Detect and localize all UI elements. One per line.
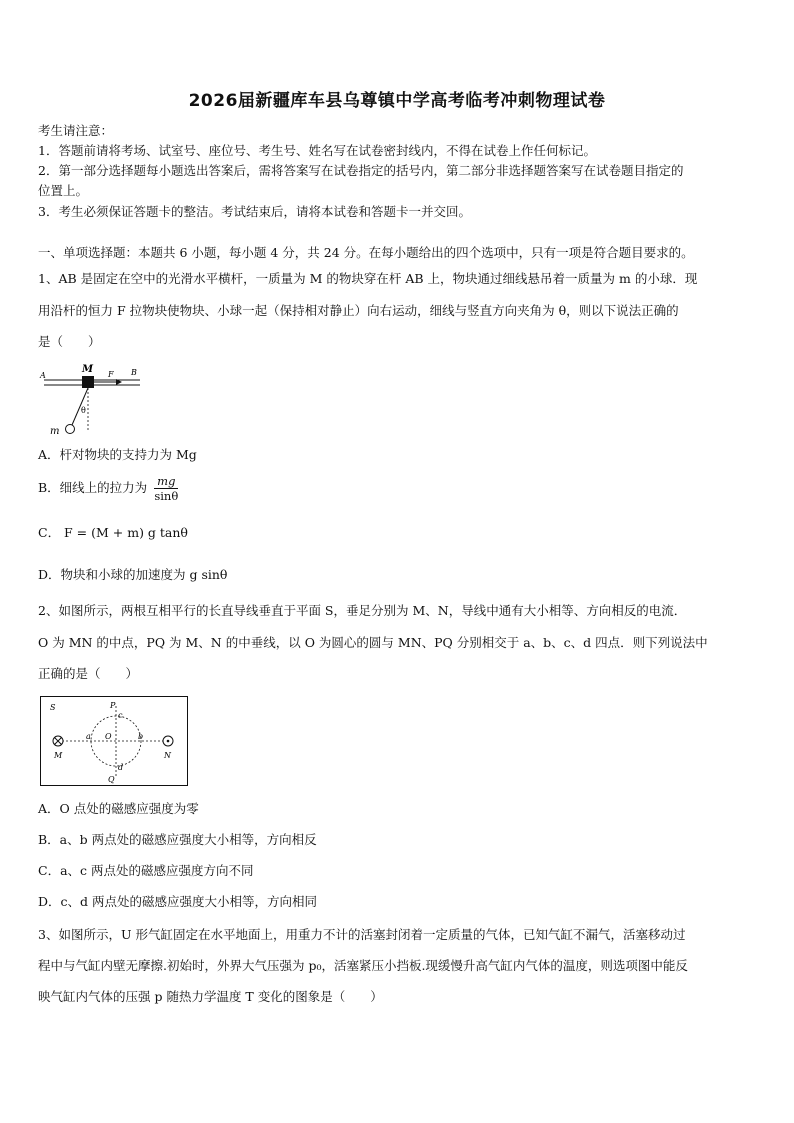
notice-item-2: 2．第一部分选择题每小题选出答案后，需将答案写在试卷指定的括号内，第二部分非选择题答案写在试卷题目指定的: [38, 163, 684, 178]
q2-fig-label-s: S: [50, 703, 56, 712]
q2-stem-line3: 正确的是（ ）: [38, 666, 139, 681]
wire-out-of-page-icon: [163, 736, 173, 746]
q2-option-a[interactable]: A．O 点处的磁感应强度为零: [38, 801, 199, 816]
q3-stem-line3: 映气缸内气体的压强 p 随热力学温度 T 变化的图象是（ ）: [38, 989, 383, 1004]
notice-item-3: 3．考生必须保证答题卡的整洁。考试结束后，请将本试卷和答题卡一并交回。: [38, 204, 471, 219]
q2-option-c[interactable]: C．a、c 两点处的磁感应强度方向不同: [38, 863, 254, 878]
q1-stem-line1: 1、AB 是固定在空中的光滑水平横杆，一质量为 M 的物块穿在杆 AB 上，物块通过细线悬吊着一质量为 m 的小球．现: [38, 271, 698, 286]
q2-fig-label-d: d: [118, 763, 124, 772]
q2-fig-label-b: b: [138, 732, 144, 741]
q1-stem-line3: 是（ ）: [38, 334, 101, 349]
q2-fig-label-p: P: [110, 701, 116, 710]
q1-option-b-text: B．细线上的拉力为: [38, 480, 148, 495]
q2-fig-label-m: M: [54, 751, 63, 760]
q1-option-c[interactable]: C． F = (M + m) g tanθ: [38, 525, 188, 540]
q1-fig-label-small-m: m: [50, 426, 60, 437]
notice-item-1: 1．答题前请将考场、试室号、座位号、考生号、姓名写在试卷密封线内，不得在试卷上作任何标记。: [38, 143, 596, 158]
q1-fig-label-big-m: M: [82, 364, 94, 375]
q2-stem-line2: O 为 MN 的中点，PQ 为 M、N 的中垂线，以 O 为圆心的圆与 MN、PQ 分别相交于 a、b、c、d 四点．则下列说法中: [38, 635, 708, 650]
q2-option-d[interactable]: D．c、d 两点处的磁感应强度大小相等，方向相同: [38, 894, 317, 909]
q3-stem-line1: 3、如图所示，U 形气缸固定在水平地面上，用重力不计的活塞封闭着一定质量的气体，已知气缸不漏气，活塞移动过: [38, 927, 686, 942]
section-heading: 一、单项选择题：本题共 6 小题，每小题 4 分，共 24 分。在每小题给出的四个选项中，只有一项是符合题目要求的。: [38, 245, 694, 260]
block-m: [82, 376, 94, 388]
notice-heading: 考生请注意：: [38, 123, 114, 138]
notice-item-2-cont: 位置上。: [38, 183, 89, 198]
q3-stem-line2: 程中与气缸内壁无摩擦.初始时，外界大气压强为 p₀，活塞紧压小挡板.现缓慢升高气缸内气体的温度，则选项图中能反: [38, 958, 688, 973]
ball-m: [66, 425, 75, 434]
q2-figure: [40, 696, 188, 786]
exam-title: 2026届新疆库车县乌尊镇中学高考临考冲刺物理试卷: [188, 91, 606, 111]
q2-stem-line1: 2、如图所示，两根互相平行的长直导线垂直于平面 S，垂足分别为 M、N，导线中通有大小相等、方向相反的电流．: [38, 603, 687, 618]
q1-option-b[interactable]: [38, 474, 178, 503]
q1-fig-label-theta: θ: [81, 406, 86, 415]
q1-option-d[interactable]: D．物块和小球的加速度为 g sinθ: [38, 567, 228, 582]
q2-fig-label-c: c: [118, 711, 123, 720]
fraction-numerator: mg: [154, 474, 178, 489]
q1-fig-label-f: F: [108, 370, 114, 379]
q1-option-a[interactable]: A．杆对物块的支持力为 Mg: [38, 447, 197, 462]
q2-fig-label-a: a: [86, 732, 91, 741]
q1-figure: [36, 358, 146, 440]
fraction-denominator: sinθ: [154, 489, 179, 503]
q1-fig-label-b: B: [131, 368, 137, 377]
q1-stem-line2: 用沿杆的恒力 F 拉物块使物块、小球一起（保持相对静止）向右运动，细线与竖直方向夹角为 θ，则以下说法正确的: [38, 303, 679, 318]
q2-fig-label-o: O: [105, 732, 112, 741]
q2-fig-label-n: N: [164, 751, 171, 760]
q1-fig-label-a: A: [40, 371, 46, 380]
q1-option-b-fraction: [154, 474, 178, 503]
q2-fig-label-q: Q: [108, 775, 115, 784]
q2-option-b[interactable]: B．a、b 两点处的磁感应强度大小相等，方向相反: [38, 832, 317, 847]
wire-into-page-icon: [53, 736, 63, 746]
